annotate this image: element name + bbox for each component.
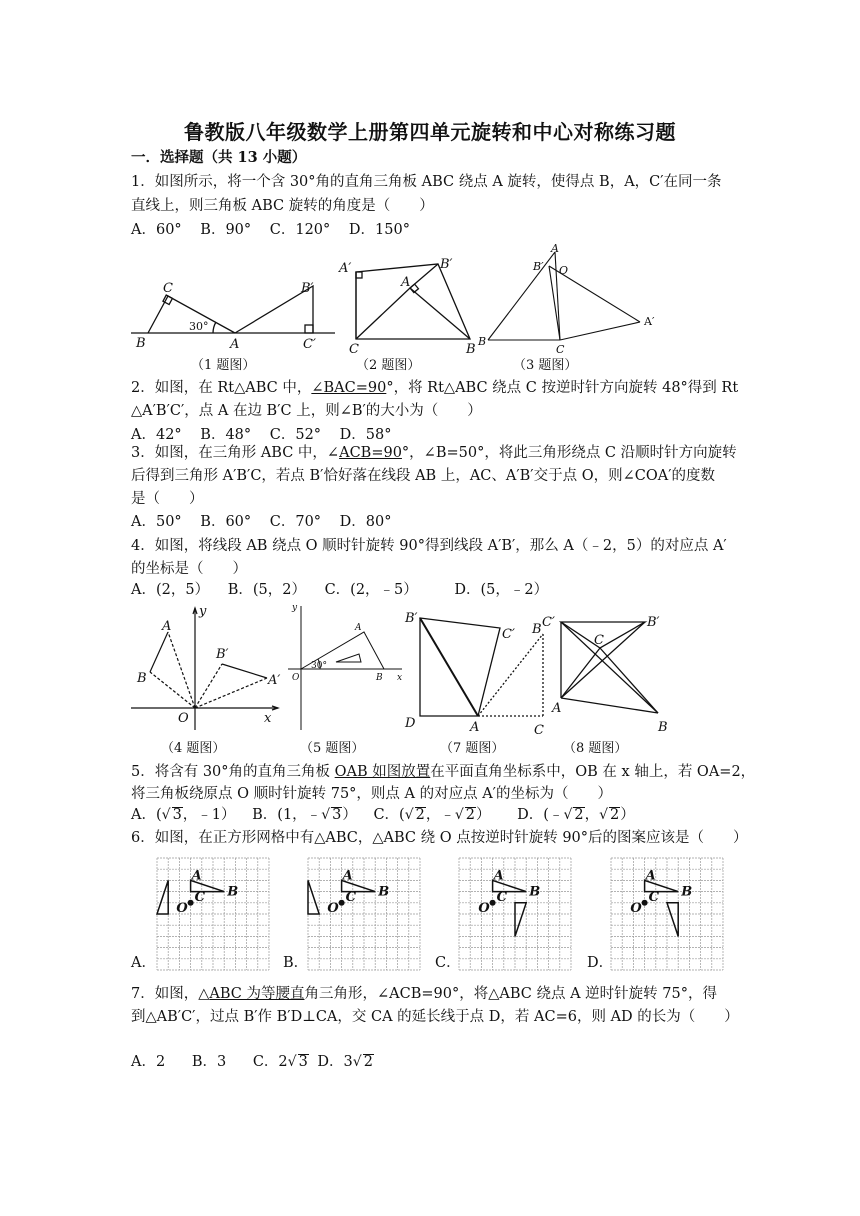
fig2-outline — [356, 264, 470, 339]
fig2-label-c: C — [349, 342, 359, 357]
rotated-triangle — [157, 880, 168, 914]
q2-line1: 2．如图，在 Rt△ABC 中，∠BAC=90°，将 Rt△ABC 绕点 C 按逆时针方向旋转 48°得到 Rt — [131, 380, 739, 396]
q6-option-b[interactable]: B． — [283, 955, 309, 971]
label-o: O — [630, 901, 642, 916]
q4-line1: 4．如图，将线段 AB 绕点 O 顺时针旋转 90°得到线段 A′B′，那么 A（﹣2，5）的对应点 A′ — [131, 538, 727, 554]
fig3-label-b: B — [478, 335, 487, 348]
q1-option-d[interactable]: D．150° — [348, 222, 410, 238]
fig3-label-bp: B′ — [533, 260, 544, 273]
page-title: 鲁教版八年级数学上册第四单元旋转和中心对称练习题 — [184, 120, 676, 144]
label-b: B — [227, 884, 239, 900]
fig3-label-c: C — [556, 343, 565, 356]
q3-option-c[interactable]: C．70° — [269, 514, 322, 530]
q1-option-b[interactable]: B．90° — [200, 222, 252, 238]
fig1-label-c: C — [163, 281, 173, 296]
point-o — [339, 900, 345, 906]
label-c: C — [194, 889, 205, 905]
q7-option-c[interactable]: C．2√ 3 — [252, 1054, 308, 1070]
q6-option-grids — [0, 852, 860, 972]
rotated-triangle — [667, 903, 678, 937]
rotated-triangle — [515, 903, 526, 937]
fig2-label-a: A — [401, 275, 411, 290]
q2-option-d[interactable]: D．58° — [339, 427, 392, 443]
q2-option-b[interactable]: B．48° — [200, 427, 252, 443]
fig7-label-d: D — [405, 716, 416, 731]
caption-fig3: （3 题图） — [513, 358, 578, 373]
fig5-label-x: x — [397, 673, 403, 683]
fig5-inner-triangle — [336, 654, 361, 662]
grid-option-d — [611, 858, 723, 970]
q4-option-a[interactable]: A．(2，5） — [131, 582, 210, 598]
fig7-quad — [420, 618, 500, 716]
q4-option-b[interactable]: B．(5，2） — [227, 582, 306, 598]
grid-option-a — [157, 858, 269, 970]
q5-options — [131, 805, 635, 825]
q3-line1: 3．如图，在三角形 ABC 中，∠ACB=90°，∠B=50°，将此三角形绕点 C 沿顺时针方向旋转 — [131, 445, 737, 461]
fig8-label-bp: B′ — [647, 615, 660, 630]
point-o — [188, 900, 194, 906]
fig7-label-a: A — [470, 720, 480, 735]
caption-fig7: （7 题图） — [440, 741, 505, 756]
q3-option-d[interactable]: D．80° — [339, 514, 392, 530]
label-c: C — [648, 889, 659, 905]
rotated-triangle — [308, 880, 319, 914]
label-a: A — [191, 868, 202, 884]
q1-line2: 直线上，则三角板 ABC 旋转的角度是（ ） — [131, 198, 434, 214]
q2-line2: △A′B′C′，点 A 在边 B′C 上，则∠B′的大小为（ ） — [131, 403, 482, 419]
q5-option-c[interactable]: C．(√ 2，﹣√ 2） — [373, 807, 491, 823]
figure-2 — [356, 264, 470, 339]
q4-line2: 的坐标是（ ） — [131, 561, 247, 577]
q3-line3: 是（ ） — [131, 491, 204, 507]
label-o: O — [176, 901, 188, 916]
label-b: B — [529, 884, 541, 900]
section-heading: 一．选择题（共 13 小题） — [131, 149, 307, 166]
q4-options — [131, 580, 562, 600]
label-b: B — [378, 884, 390, 900]
caption-fig2: （2 题图） — [356, 358, 421, 373]
figure-7 — [420, 618, 543, 716]
fig7-label-cp: C′ — [502, 627, 515, 642]
figure-5 — [288, 606, 402, 730]
fig4-label-y: y — [199, 604, 207, 619]
fig5-label-30: 30° — [311, 661, 327, 671]
fig2-label-b: B — [466, 342, 476, 357]
fig1-label-bp: B′ — [301, 281, 314, 296]
q1-option-a[interactable]: A．60° — [131, 222, 182, 238]
caption-fig8: （8 题图） — [563, 741, 628, 756]
q3-options — [131, 512, 406, 532]
fig4-label-bp: B′ — [216, 647, 229, 662]
q5-option-d[interactable]: D．(﹣√ 2，√ 2） — [517, 807, 635, 823]
caption-fig1: （1 题图） — [191, 358, 256, 373]
grid-option-b — [308, 858, 420, 970]
figures-row-2 — [0, 600, 860, 740]
fig2-label-bp: B′ — [440, 257, 453, 272]
q5-option-b[interactable]: B．(1，﹣√ 3） — [252, 807, 357, 823]
fig4-label-a: A — [162, 619, 172, 634]
fig5-label-a: A — [355, 623, 362, 633]
fig1-label-b: B — [136, 336, 146, 351]
fig8-label-c: C — [594, 633, 604, 648]
fig3-label-ap: A′ — [644, 315, 655, 328]
label-b: B — [681, 884, 693, 900]
q3-line2: 后得到三角形 A′B′C，若点 B′恰好落在线段 AB 上，AC、A′B′交于点 O，则∠COA′的度数 — [131, 468, 715, 484]
q2-options — [131, 425, 406, 445]
q4-option-d[interactable]: D．(5，﹣2） — [454, 582, 549, 598]
figure-8 — [561, 622, 658, 713]
q4-option-c[interactable]: C．(2，﹣5） — [324, 582, 418, 598]
caption-fig5: （5 题图） — [300, 741, 365, 756]
q7-option-b[interactable]: B．3 — [191, 1054, 227, 1070]
caption-fig4: （4 题图） — [161, 741, 226, 756]
label-a: A — [342, 868, 353, 884]
q6-option-d[interactable]: D． — [587, 955, 614, 971]
fig1-right-angle-2 — [305, 325, 313, 333]
q5-option-a[interactable]: A．(√ 3，﹣1） — [131, 807, 236, 823]
label-c: C — [345, 889, 356, 905]
q6-option-a[interactable]: A． — [131, 955, 156, 971]
fig2-right-angle — [356, 272, 362, 278]
q6-option-c[interactable]: C． — [435, 955, 461, 971]
fig4-label-x: x — [264, 711, 272, 726]
q5-line2: 将三角板绕原点 O 顺时针旋转 75°，则点 A 的对应点 A′的坐标为（ ） — [131, 786, 612, 802]
q2-option-c[interactable]: C．52° — [269, 427, 322, 443]
label-c: C — [496, 889, 507, 905]
point-o — [490, 900, 496, 906]
fig4-label-b: B — [137, 671, 147, 686]
figure-4 — [131, 608, 281, 730]
q5-line1: 5．将含有 30°角的直角三角板 OAB 如图放置在平面直角坐标系中，OB 在 x 轴上，若 OA=2， — [131, 764, 756, 780]
q2-option-a[interactable]: A．42° — [131, 427, 182, 443]
q7-options — [131, 1052, 374, 1072]
q7-option-a[interactable]: A．2 — [131, 1054, 166, 1070]
label-a: A — [645, 868, 656, 884]
fig4-label-o: O — [178, 711, 189, 726]
label-o: O — [478, 901, 490, 916]
fig2-label-ap: A′ — [339, 261, 352, 276]
q1-line1: 1．如图所示，将一个含 30°角的直角三角板 ABC 绕点 A 旋转，使得点 B，A，C′在同一条 — [131, 174, 722, 190]
label-o: O — [327, 901, 339, 916]
q1-option-c[interactable]: C．120° — [269, 222, 331, 238]
fig7-label-b: B — [532, 622, 542, 637]
fig8-label-b: B — [658, 720, 668, 735]
q6-line1: 6．如图，在正方形网格中有△ABC，△ABC 绕 O 点按逆时针旋转 90°后的图案应该是（ ） — [131, 830, 748, 846]
fig5-label-y: y — [292, 603, 298, 613]
fig7-label-c: C — [534, 723, 544, 738]
fig5-label-o: O — [292, 673, 300, 683]
fig3-label-a: A — [551, 242, 559, 255]
fig1-angle-arc — [213, 322, 216, 333]
fig1-label-cp: C′ — [303, 337, 316, 352]
q3-option-b[interactable]: B．60° — [200, 514, 252, 530]
q7-line1: 7．如图，△ABC 为等腰直角三角形，∠ACB=90°，将△ABC 绕点 A 逆时针旋转 75°，得 — [131, 986, 717, 1002]
figures-row-1 — [0, 240, 860, 360]
fig4-label-ap: A′ — [268, 673, 281, 688]
fig1-label-a: A — [230, 337, 240, 352]
fig7-label-bp: B′ — [405, 611, 418, 626]
fig5-label-b: B — [376, 673, 383, 683]
fig1-label-30: 30° — [189, 320, 209, 333]
q1-options — [131, 220, 424, 240]
q3-option-a[interactable]: A．50° — [131, 514, 182, 530]
fig8-label-a: A — [552, 701, 562, 716]
q7-line2: 到△AB′C′，过点 B′作 B′D⊥CA，交 CA 的延长线于点 D，若 AC=6，则 AD 的长为（ ） — [131, 1009, 739, 1025]
point-o — [642, 900, 648, 906]
fig3-label-o: O — [559, 264, 569, 277]
q7-option-d[interactable]: D．3√ 2 — [317, 1054, 373, 1070]
fig8-label-cp: C′ — [542, 615, 555, 630]
label-a: A — [493, 868, 504, 884]
grid-option-c — [459, 858, 571, 970]
